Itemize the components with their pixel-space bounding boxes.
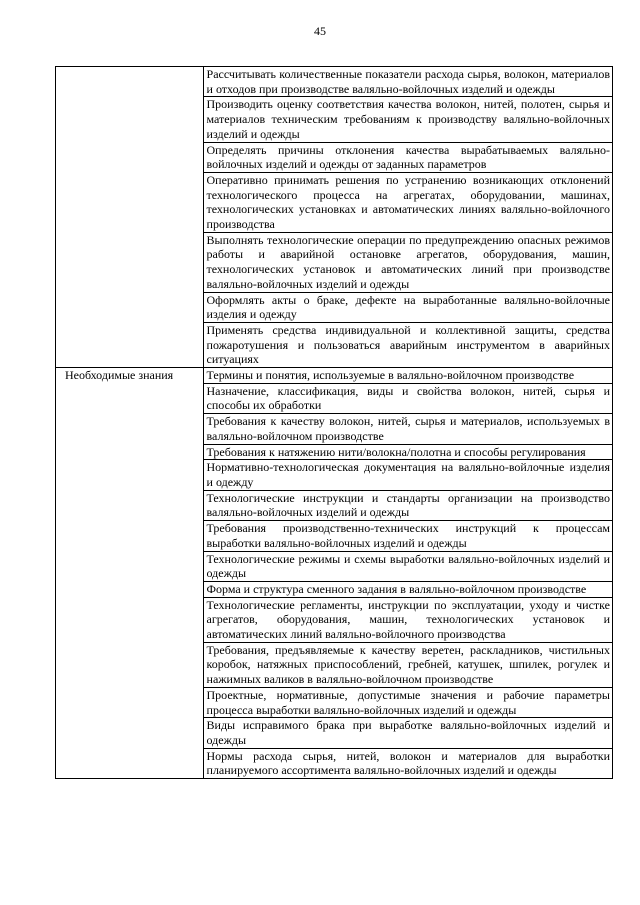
section-label-knowledge: Необходимые знания [65, 368, 174, 383]
section-label-cell [56, 67, 204, 368]
table-row [56, 368, 613, 384]
page-number: 45 [314, 24, 326, 38]
knowledge-item: Нормативно-технологическая документация на валяльно-войлочные изделия и одежду [203, 460, 612, 490]
table-row [56, 67, 613, 97]
knowledge-item: Требования производственно-технических инструкций к процессам выработки валяльно-войлочных изделий и одежды [203, 521, 612, 551]
knowledge-item: Назначение, классификация, виды и свойства волокон, нитей, сырья и способы их обработки [203, 383, 612, 413]
knowledge-item: Технологические регламенты, инструкции по эксплуатации, уходу и чистке агрегатов, оборудования, машин, технологических установок и автоматических линий валяльно-войлочного производства [203, 597, 612, 642]
knowledge-item: Термины и понятия, используемые в валяльно-войлочном производстве [203, 368, 612, 384]
skill-item: Применять средства индивидуальной и коллективной защиты, средства пожаротушения и пользоваться аварийным инструментом в аварийных ситуациях [203, 322, 612, 367]
knowledge-item: Требования к качеству волокон, нитей, сырья и материалов, используемых в валяльно-войлочном производстве [203, 414, 612, 444]
knowledge-item: Технологические инструкции и стандарты организации на производство валяльно-войлочных изделий и одежды [203, 490, 612, 520]
skill-item: Оперативно принимать решения по устранению возникающих отклонений технологического процесса на агрегатах, оборудовании, машинах, технологических установках и автоматических линиях валяльно-войлочного производства [203, 172, 612, 232]
skill-item: Оформлять акты о браке, дефекте на выработанные валяльно-войлочные изделия и одежду [203, 292, 612, 322]
skill-item: Производить оценку соответствия качества волокон, нитей, полотен, сырья и материалов техническим требованиям к производству валяльно-войлочных изделий и одежды [203, 97, 612, 142]
skill-item: Рассчитывать количественные показатели расхода сырья, волокон, материалов и отходов при производстве валяльно-войлочных изделий и одежды [203, 67, 612, 97]
knowledge-item: Нормы расхода сырья, нитей, волокон и материалов для выработки планируемого ассортимента валяльно-войлочных изделий и одежды [203, 748, 612, 778]
knowledge-item: Форма и структура сменного задания в валяльно-войлочном производстве [203, 581, 612, 597]
competency-table [55, 66, 613, 779]
skill-item: Определять причины отклонения качества вырабатываемых валяльно-войлочных изделий и одежды от заданных параметров [203, 142, 612, 172]
knowledge-item: Требования к натяжению нити/волокна/полотна и способы регулирования [203, 444, 612, 460]
skill-item: Выполнять технологические операции по предупреждению опасных режимов работы и аварийной остановке агрегатов, оборудования, машин, технологических установок и автоматических линий при производстве валяльно-войлочных изделий и одежды [203, 232, 612, 292]
knowledge-item: Проектные, нормативные, допустимые значения и рабочие параметры процесса выработки валяльно-войлочных изделий и одежды [203, 687, 612, 717]
knowledge-item: Требования, предъявляемые к качеству веретен, раскладников, чистильных коробок, натяжных приспособлений, гребней, катушек, шпилек, рогулек и нажимных валиков в валяльно-войлочном производстве [203, 642, 612, 687]
table-body [56, 67, 613, 779]
knowledge-item: Технологические режимы и схемы выработки валяльно-войлочных изделий и одежды [203, 551, 612, 581]
knowledge-item: Виды исправимого брака при выработке валяльно-войлочных изделий и одежды [203, 718, 612, 748]
section-label-cell [56, 368, 204, 779]
